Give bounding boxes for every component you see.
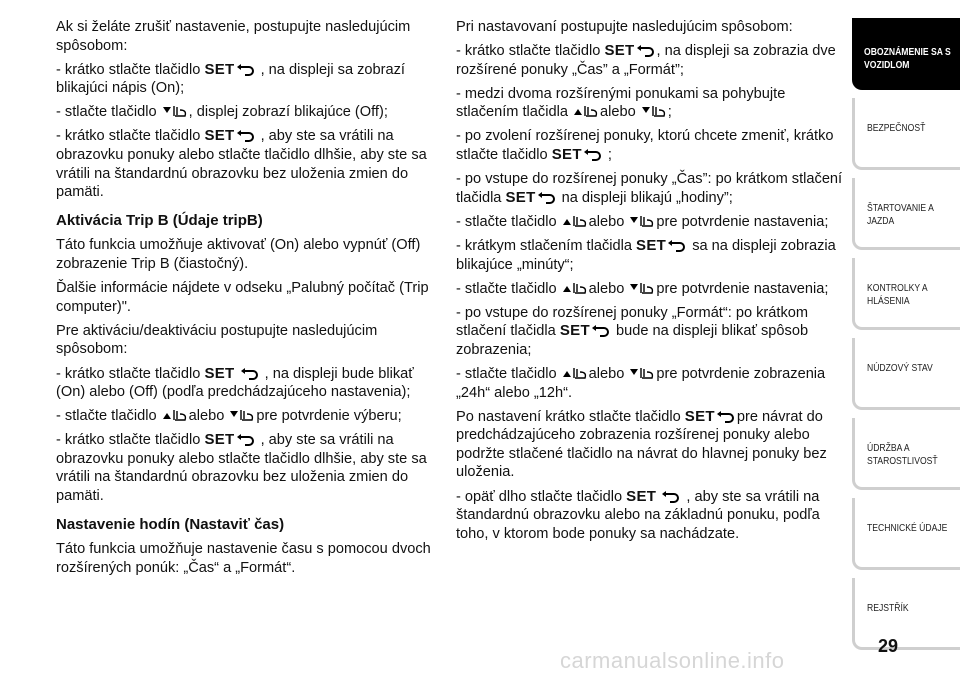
tab-label: OBOZNÁMENIE SA S VOZIDLOM	[864, 46, 951, 71]
paragraph: Po nastavení krátko stlačte tlačidlo SET pre návrat do predchádzajúceho zobrazenia rozšírenej ponuky alebo podržte stlačené tlačidlo na návrat do hlavnej ponuky bez uloženia.	[456, 407, 827, 481]
return-arrow-icon	[583, 149, 603, 161]
return-arrow-icon	[240, 368, 260, 380]
hand-down-arrow-icon	[629, 366, 655, 380]
return-arrow-icon	[537, 192, 557, 204]
tab-label: ÚDRŽBA A STAROSTLIVOSŤ	[867, 442, 938, 467]
watermark: carmanualsonline.info	[560, 648, 785, 673]
hand-down-arrow-icon	[629, 214, 655, 228]
paragraph: - stlačte tlačidlo , displej zobrazí blikajúce (Off);	[56, 104, 388, 121]
page-number: 29	[878, 636, 899, 656]
tab-kontrolky[interactable]	[852, 258, 960, 330]
section-heading: Nastavenie hodín (Nastaviť čas)	[56, 515, 285, 533]
tab-bezpecnost[interactable]	[852, 98, 960, 170]
paragraph: - krátkym stlačením tlačidla SET sa na displeji zobrazia blikajúce „minúty“;	[456, 236, 836, 273]
paragraph: - krátko stlačte tlačidlo SET , aby ste sa vrátili na obrazovku ponuky alebo stlačte tlačidlo dlhšie, aby ste sa vrátili na štandardnú obrazovku bez uloženia zmien do pamäti.	[56, 127, 427, 201]
paragraph: - krátko stlačte tlačidlo SET , na displeji sa zobrazí blikajúci nápis (On);	[56, 60, 405, 97]
return-arrow-icon	[236, 64, 256, 76]
paragraph: - po zvolení rozšírenej ponuky, ktorú chcete zmeniť, krátko stlačte tlačidlo SET ;	[456, 128, 834, 164]
paragraph: - stlačte tlačidlo alebo pre potvrdenie nastavenia;	[456, 280, 829, 297]
hand-up-arrow-icon	[573, 104, 599, 118]
tab-udrzba[interactable]	[852, 418, 960, 490]
tab-startovanie[interactable]	[852, 178, 960, 250]
paragraph: - po vstupe do rozšírenej ponuky „Čas”: po krátkom stlačení tlačidla SET na displeji blikajú „hodiny”;	[456, 171, 843, 206]
hand-up-arrow-icon	[162, 408, 188, 422]
hand-down-arrow-icon	[641, 104, 667, 118]
hand-down-arrow-icon	[229, 408, 255, 422]
set-button-label: SET	[551, 146, 582, 164]
hand-up-arrow-icon	[562, 366, 588, 380]
tab-label: ŠTARTOVANIE A JAZDA	[867, 202, 934, 227]
return-arrow-icon	[591, 325, 611, 337]
set-button-label: SET	[684, 407, 715, 425]
tab-label: NÚDZOVÝ STAV	[867, 362, 933, 374]
paragraph: - po vstupe do rozšírenej ponuky „Formát“: po krátkom stlačení tlačidla SET bude na displeji blikať spôsob zobrazenia;	[456, 304, 809, 358]
return-arrow-icon	[236, 130, 256, 142]
set-button-label: SET	[604, 42, 635, 60]
section-heading: Aktivácia Trip B (Údaje tripB)	[56, 211, 263, 229]
paragraph: - opäť dlho stlačte tlačidlo SET , aby ste sa vrátili na štandardnú obrazovku alebo na základnú ponuku, podľa toho, v ktorom bode ponuky sa nachádzate.	[456, 487, 820, 542]
tab-label: REJSTŘÍK	[867, 602, 909, 614]
tab-label: BEZPEČNOSŤ	[867, 122, 926, 134]
paragraph: Ďalšie informácie nájdete v odseku „Palubný počítač (Trip computer)".	[56, 280, 429, 315]
set-button-label: SET	[204, 60, 235, 78]
return-arrow-icon	[236, 434, 256, 446]
return-arrow-icon	[667, 240, 687, 252]
right-column	[456, 18, 846, 549]
left-column	[56, 18, 440, 583]
set-button-label: SET	[204, 431, 235, 449]
set-button-label: SET	[559, 322, 590, 340]
paragraph: Pri nastavovaní postupujte nasledujúcim spôsobom:	[456, 19, 793, 35]
tab-rejstrik[interactable]	[852, 578, 960, 650]
set-button-label: SET	[204, 364, 235, 382]
hand-down-arrow-icon	[162, 104, 188, 118]
paragraph: - medzi dvoma rozšírenými ponukami sa pohybujte stlačením tlačidla alebo ;	[456, 85, 786, 121]
tab-label: TECHNICKÉ ÚDAJE	[867, 522, 948, 534]
paragraph: Táto funkcia umožňuje aktivovať (On) alebo vypnúť (Off) zobrazenie Trip B (čiastočný).	[56, 237, 421, 273]
paragraph: Ak si želáte zrušiť nastavenie, postupujte nasledujúcim spôsobom:	[56, 19, 411, 54]
tab-oboznamenie[interactable]	[852, 18, 960, 90]
set-button-label: SET	[636, 236, 667, 254]
tab-label: KONTROLKY A HLÁSENIA	[867, 282, 928, 307]
hand-up-arrow-icon	[562, 281, 588, 295]
set-button-label: SET	[204, 127, 235, 145]
tab-technicke-udaje[interactable]	[852, 498, 960, 570]
paragraph: - stlačte tlačidlo alebo pre potvrdenie zobrazenia „24h“ alebo „12h“.	[456, 366, 826, 401]
paragraph: Pre aktiváciu/deaktiváciu postupujte nasledujúcim spôsobom:	[56, 322, 378, 358]
hand-down-arrow-icon	[629, 281, 655, 295]
paragraph: - krátko stlačte tlačidlo SET , na displeji sa zobrazia dve rozšírené ponuky „Čas” a „Formát”;	[456, 42, 836, 78]
hand-up-arrow-icon	[562, 214, 588, 228]
set-button-label: SET	[505, 188, 536, 206]
return-arrow-icon	[661, 491, 681, 503]
return-arrow-icon	[716, 411, 736, 423]
paragraph: - krátko stlačte tlačidlo SET , aby ste sa vrátili na obrazovku ponuky alebo stlačte tlačidlo dlhšie, aby ste sa vrátili na štandardnú obrazovku bez uloženia zmien do pamäti.	[56, 431, 427, 505]
paragraph: - stlačte tlačidlo alebo pre potvrdenie nastavenia;	[456, 213, 829, 230]
chapter-tabs	[852, 0, 960, 660]
return-arrow-icon	[636, 45, 656, 57]
paragraph: Táto funkcia umožňuje nastavenie času s pomocou dvoch rozšírených ponúk: „Čas“ a „Formát“.	[56, 541, 431, 576]
paragraph: - stlačte tlačidlo alebo pre potvrdenie výberu;	[56, 408, 402, 425]
tab-nudzovy-stav[interactable]	[852, 338, 960, 410]
paragraph: - krátko stlačte tlačidlo SET , na displeji bude blikať (On) alebo (Off) (podľa predchádzajúceho nastavenia);	[56, 364, 414, 401]
set-button-label: SET	[626, 487, 657, 505]
